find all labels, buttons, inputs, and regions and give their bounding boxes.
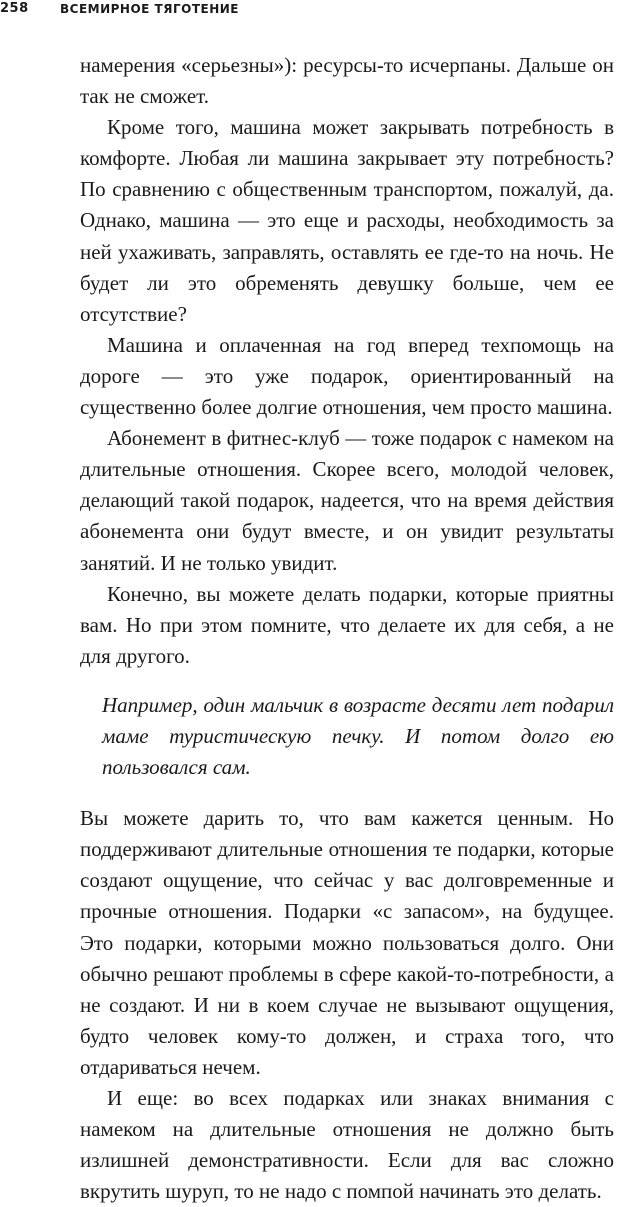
paragraph: Конечно, вы можете делать подарки, которые приятны вам. Но при этом помните, что делаете их для себя, а не для другого.: [80, 581, 614, 668]
body-text: [80, 50, 614, 1207]
paragraph: Абонемент в фитнес-клуб — тоже подарок с намеком на длительные отношения. Скорее всего, молодой человек, делающий такой подарок, надеется, что на время действия абонемента они будут вместе, и он увидит результаты занятий. И не только увидит.: [80, 426, 614, 575]
paragraph: И еще: во всех подарках или знаках внимания с намеком на длительные отношения не должно быть излишней демонстративности. Если для вас сложно вкрутить шуруп, то не надо с помпой начинать это делать.: [80, 1086, 614, 1204]
running-head: [0, 0, 620, 22]
example-paragraph: Например, один мальчик в возрасте десяти лет подарил маме туристическую печку. И потом долго ею пользовался сам.: [102, 692, 614, 780]
page-number: 258: [0, 1, 29, 16]
paragraph: Вы можете дарить то, что вам кажется ценным. Но поддерживают длительные отношения те подарки, которые создают ощущение, что сейчас у вас долговременные и прочные отношения. Подарки «с запасом», на будущее. Это подарки, которыми можно пользоваться долго. Они обычно решают проблемы в сфере какой-то-потребности, а не создают. И ни в коем случае не вызывают ощущения, будто человек кому-то должен, и страха того, что отдариваться нечем.: [80, 806, 614, 1079]
section-title: ВСЕМИРНОЕ ТЯГОТЕНИЕ: [60, 2, 239, 16]
paragraph: Кроме того, машина может закрывать потребность в комфорте. Любая ли машина закрывает эту потребность? По сравнению с общественным транспортом, пожалуй, да. Однако, машина — это еще и расходы, необходимость за ней ухаживать, заправлять, оставлять ее где-то на ночь. Не будет ли это обременять девушку больше, чем ее отсутствие?: [80, 115, 614, 326]
paragraph-continuation: намерения «серьезны»): ресурсы-то исчерпаны. Дальше он так не сможет.: [80, 53, 614, 109]
paragraph: Машина и оплаченная на год вперед техпомощь на дороге — это уже подарок, ориентированный на существенно более долгие отношения, чем просто машина.: [80, 332, 614, 420]
